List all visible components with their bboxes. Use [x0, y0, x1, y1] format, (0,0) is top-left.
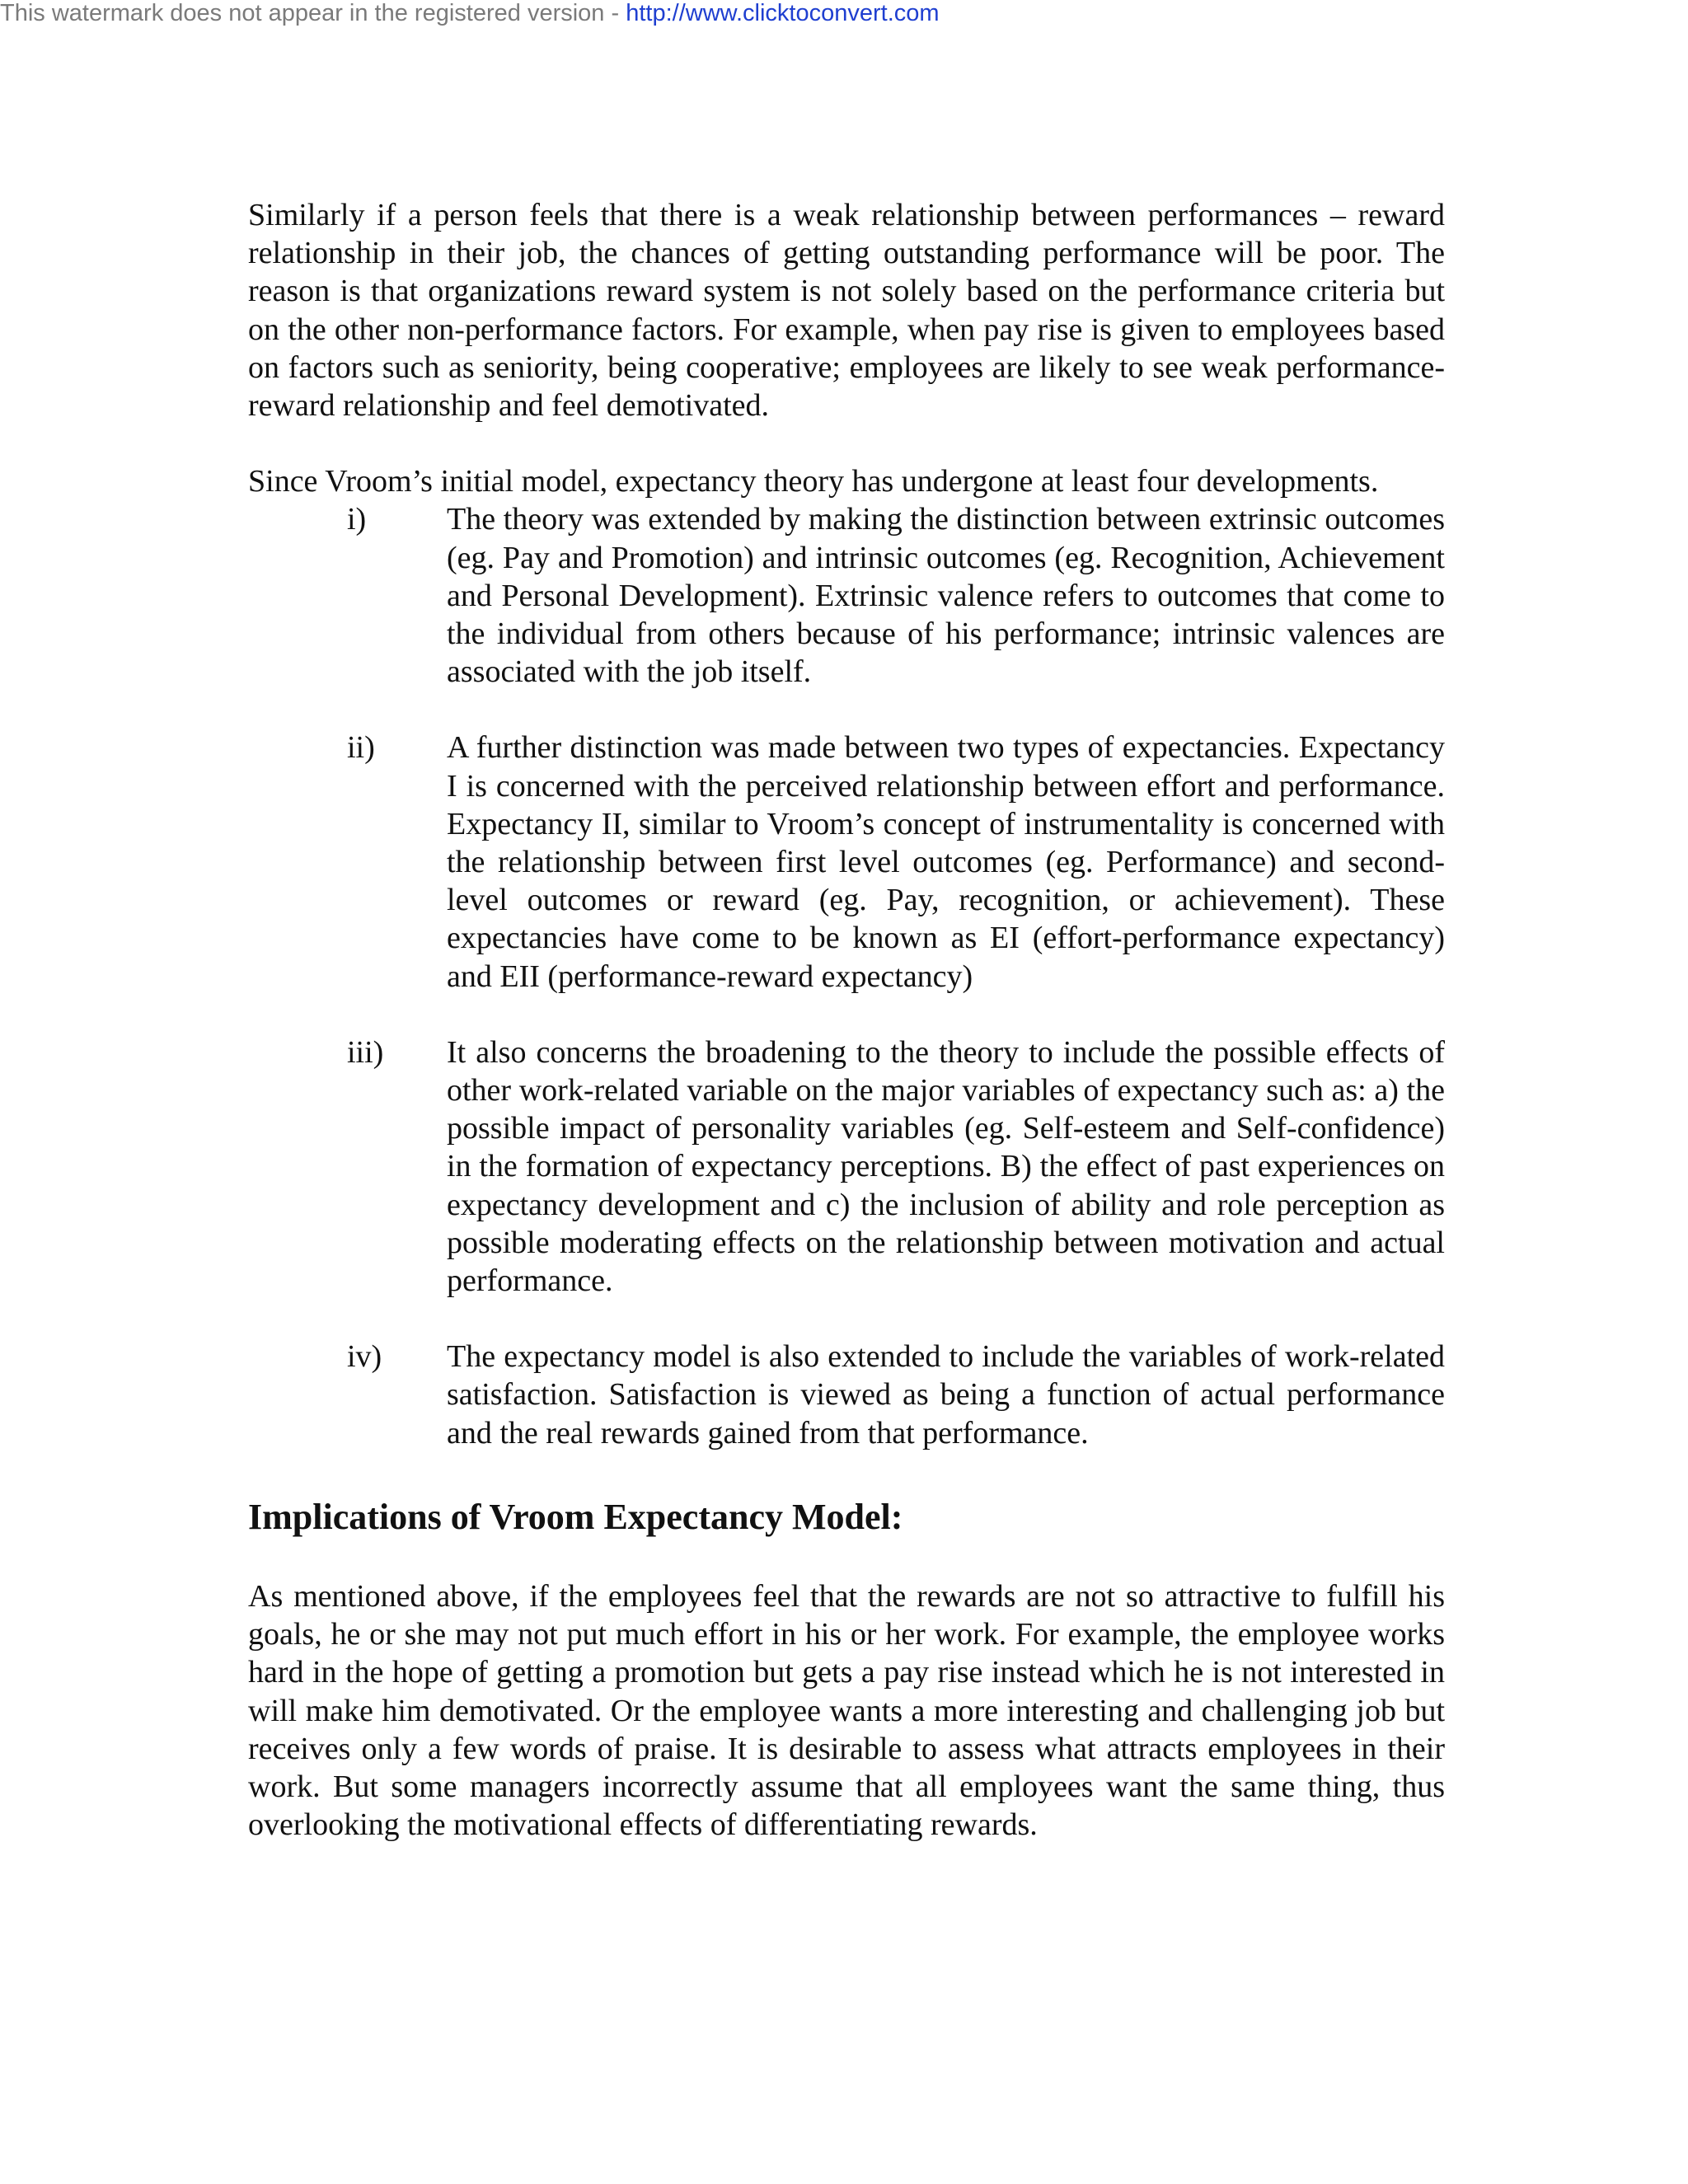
section-body-paragraph: As mentioned above, if the employees feel that the rewards are not so attractive to fulfill his goals, he or she may not put much effort in his or her work. For example, the employee works hard in the hope of getting a promotion but gets a pay rise instead which he is not interested in will make him demotivated. Or the employee wants a more interesting and challenging job but receives only a few words of praise. It is desirable to assess what attracts employees in their work. But some managers incorrectly assume that all employees want the same thing, thus overlooking the motivational effects of differentiating rewards.: [248, 1578, 1445, 1843]
list-numeral: iii): [347, 1034, 384, 1070]
list-item-text: The theory was extended by making the distinction between extrinsic outcomes (eg. Pay and Promotion) and intrinsic outcomes (eg. Recognition, Achievement and Personal Development). Extrinsic valence refers to outcomes that come to the individual from others because of his performance; intrinsic valences are associated with the job itself.: [447, 502, 1445, 690]
list-item-text: It also concerns the broadening to the theory to include the possible effects of other work-related variable on the major variables of expectancy such as: a) the possible impact of personality variables (eg. Self-esteem and Self-confidence) in the formation of expectancy perceptions. B) the effect of past experiences on expectancy development and c) the inclusion of ability and role perception as possible moderating effects on the relationship between motivation and actual performance.: [447, 1034, 1445, 1299]
developments-list: [248, 500, 1445, 1451]
section-heading: Implications of Vroom Expectancy Model:: [248, 1496, 903, 1537]
list-item: [248, 1338, 1445, 1452]
list-numeral: i): [347, 502, 367, 537]
list-item-text: A further distinction was made between two types of expectancies. Expectancy I is concerned with the perceived relationship between effort and performance. Expectancy II, similar to Vroom’s concept of instrumentality is concerned with the relationship between first level outcomes (eg. Performance) and second-level outcomes or reward (eg. Pay, recognition, or achievement). These expectancies have come to be known as EI (effort-performance expectancy) and EII (performance-reward expectancy): [447, 730, 1445, 994]
list-item-text: The expectancy model is also extended to include the variables of work-related satisfaction. Satisfaction is viewed as being a function of actual performance and the real rewards gained from that performance.: [447, 1339, 1445, 1451]
document-body: [248, 196, 1445, 1844]
list-numeral: iv): [347, 1339, 382, 1375]
watermark-banner: [0, 0, 940, 26]
developments-intro-paragraph: Since Vroom’s initial model, expectancy theory has undergone at least four developments.: [248, 464, 1379, 499]
list-numeral: ii): [347, 730, 375, 766]
intro-paragraph: Similarly if a person feels that there is a weak relationship between performances – reward relationship in their job, the chances of getting outstanding performance will be poor. The reason is that organizations reward system is not solely based on the performance criteria but on the other non-performance factors. For example, when pay rise is given to employees based on factors such as seniority, being cooperative; employees are likely to see weak performance-reward relationship and feel demotivated.: [248, 198, 1445, 424]
watermark-link[interactable]: http://www.clicktoconvert.com: [626, 0, 940, 26]
watermark-text: This watermark does not appear in the registered version -: [0, 0, 626, 26]
list-item: [248, 1033, 1445, 1300]
list-item: [248, 500, 1445, 691]
list-item: [248, 729, 1445, 995]
